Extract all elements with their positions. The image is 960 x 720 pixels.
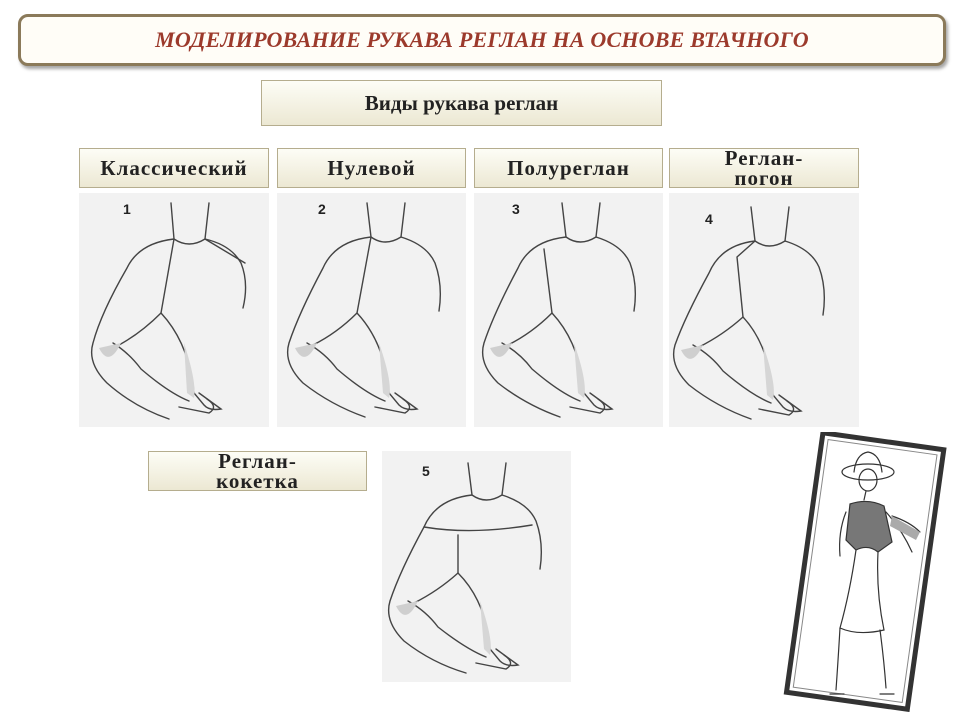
type-label-text: Нулевой xyxy=(327,156,416,180)
type-label-text: Классический xyxy=(100,156,248,180)
type-label-epaulette xyxy=(669,148,859,188)
type-label-text: Реглан-кокетка xyxy=(216,449,299,493)
type-label-text: Полуреглан xyxy=(507,156,630,180)
subtitle-text: Виды рукава реглан xyxy=(364,90,559,115)
subtitle-box xyxy=(261,80,662,126)
torso-sleeve-drawing xyxy=(79,193,269,427)
fashion-figure-drawing xyxy=(780,432,950,712)
sketch-yoke xyxy=(382,451,571,682)
sketch-epaulette xyxy=(669,193,859,427)
title-banner xyxy=(18,14,946,66)
sketch-number: 2 xyxy=(318,201,326,217)
sketch-number: 3 xyxy=(512,201,520,217)
sketch-half xyxy=(474,193,663,427)
type-label-half xyxy=(474,148,663,188)
torso-sleeve-drawing xyxy=(382,451,571,682)
type-label-zero xyxy=(277,148,466,188)
type-label-classic xyxy=(79,148,269,188)
torso-sleeve-drawing xyxy=(669,193,859,427)
torso-sleeve-drawing xyxy=(474,193,663,427)
torso-sleeve-drawing xyxy=(277,193,466,427)
sketch-number: 1 xyxy=(123,201,131,217)
sketch-zero xyxy=(277,193,466,427)
type-label-text: Реглан-погон xyxy=(724,146,804,190)
sketch-number: 5 xyxy=(422,463,430,479)
page-title: МОДЕЛИРОВАНИЕ РУКАВА РЕГЛАН НА ОСНОВЕ ВТАЧНОГО xyxy=(155,27,809,52)
sketch-number: 4 xyxy=(705,211,713,227)
type-label-yoke xyxy=(148,451,367,491)
sketch-classic xyxy=(79,193,269,427)
fashion-illustration xyxy=(780,432,950,712)
